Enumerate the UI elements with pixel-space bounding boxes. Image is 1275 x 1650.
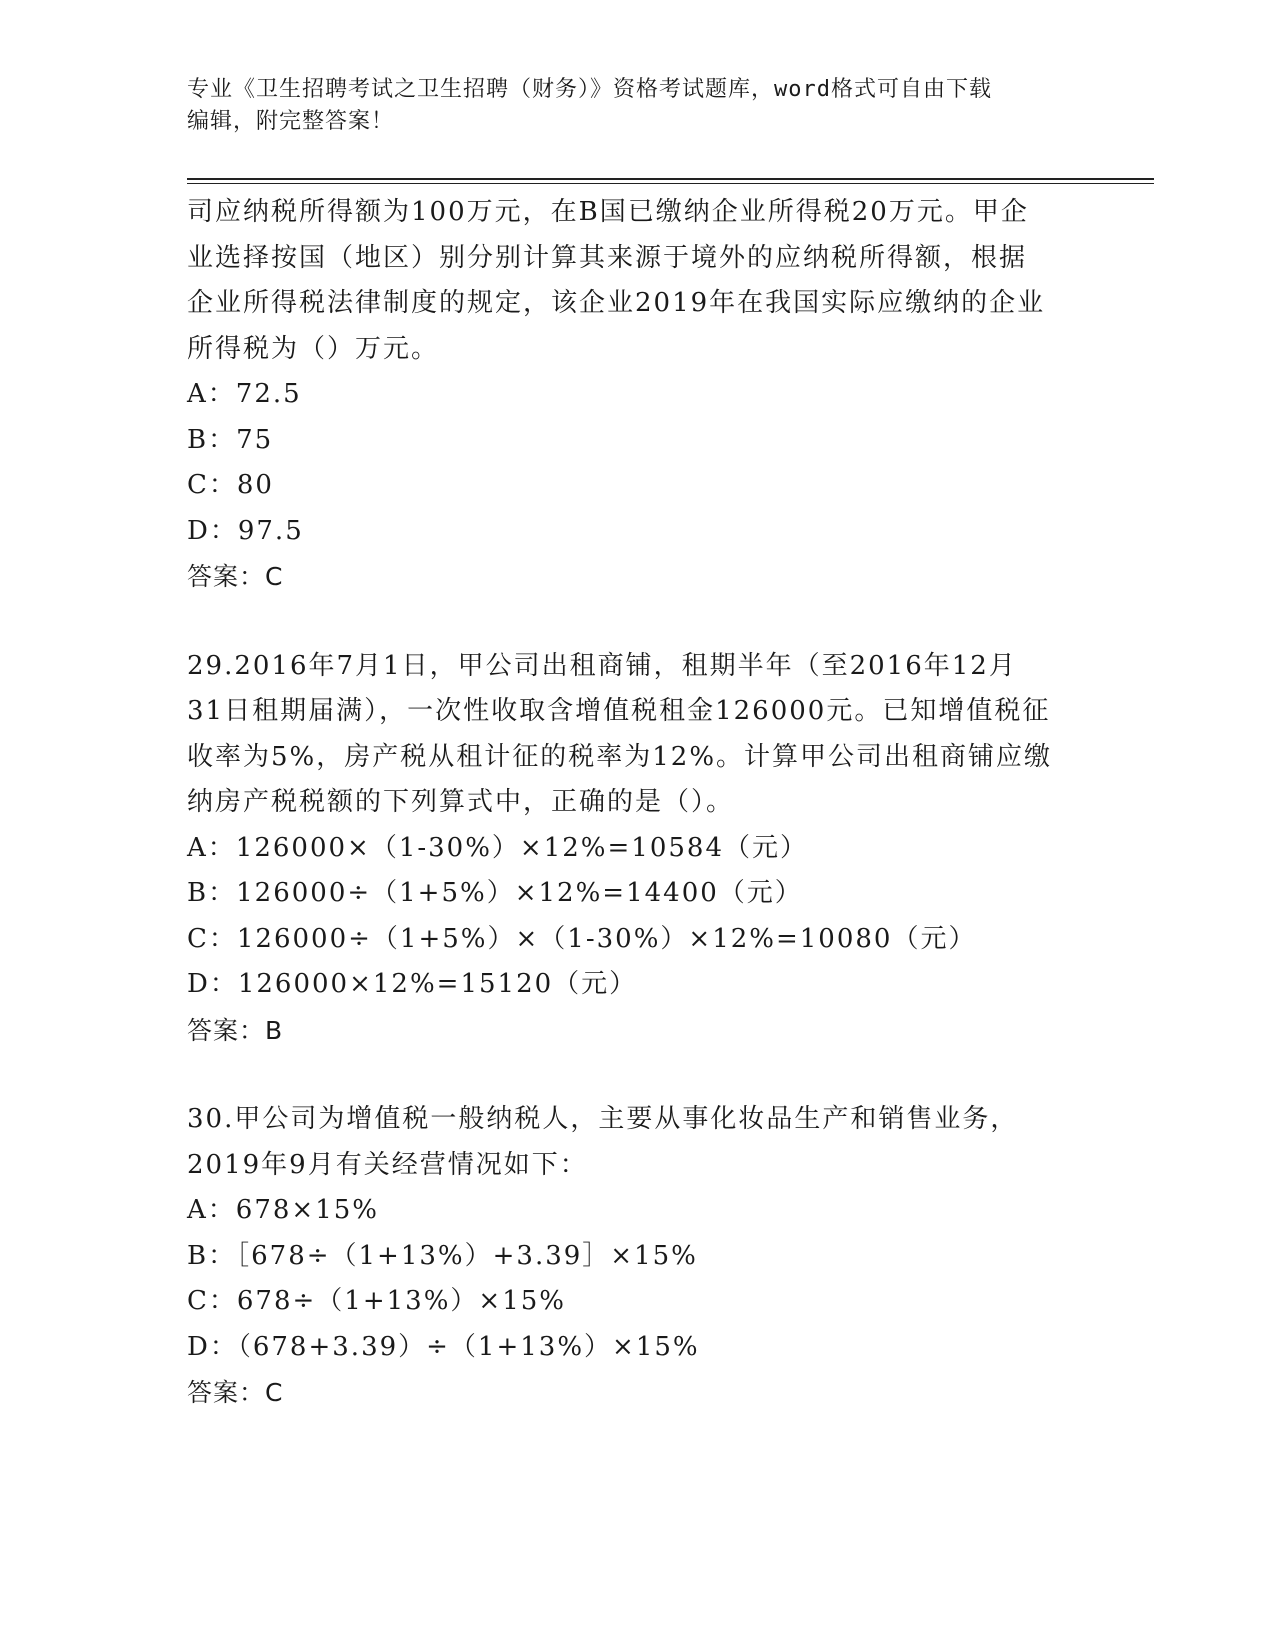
option-a: A：72.5: [187, 379, 302, 409]
header-line-2: 编辑，附完整答案！: [187, 109, 395, 134]
question-text-line: 纳房产税税额的下列算式中，正确的是（）。: [187, 787, 735, 817]
question-text-line: 司应纳税所得额为100万元，在B国已缴纳企业所得税20万元。甲企: [187, 197, 1029, 227]
header-line-1: 专业《卫生招聘考试之卫生招聘（财务）》资格考试题库，word格式可自由下载: [187, 77, 992, 102]
header-divider-thin: [187, 183, 1154, 184]
question-29: [187, 644, 1087, 1054]
question-text-line: 所得税为（）万元。: [187, 333, 440, 364]
question-spacer: [187, 600, 1087, 644]
question-text-line: 收率为5%，房产税从租计征的税率为12%。计算甲公司出租商铺应缴: [187, 741, 1053, 772]
option-c: C：126000÷（1+5%）×（1-30%）×12%=10080（元）: [187, 923, 977, 954]
option-b: B：［678÷（1+13%）+3.39］×15%: [187, 1240, 698, 1271]
header-divider-thick: [187, 178, 1154, 180]
document-header: [187, 74, 1087, 138]
answer-line: 答案：C: [187, 1378, 284, 1407]
option-d: D：（678+3.39）÷（1+13%）×15%: [187, 1331, 700, 1362]
document-body: [187, 190, 1087, 1416]
option-c: C：80: [187, 470, 274, 500]
option-d: D：126000×12%=15120（元）: [187, 969, 638, 999]
question-text-line: 30.甲公司为增值税一般纳税人，主要从事化妆品生产和销售业务，: [187, 1104, 1019, 1134]
option-d: D：97.5: [187, 515, 304, 546]
answer-line: 答案：B: [187, 1015, 284, 1045]
question-text-line: 业选择按国（地区）别分别计算其来源于境外的应纳税所得额，根据: [187, 242, 1028, 273]
question-30: [187, 1097, 1087, 1416]
question-text-line: 企业所得税法律制度的规定，该企业2019年在我国实际应缴纳的企业: [187, 288, 1046, 318]
question-text-line: 2019年9月有关经营情况如下：: [187, 1149, 588, 1180]
option-a: A：678×15%: [187, 1195, 379, 1225]
option-c: C：678÷（1+13%）×15%: [187, 1286, 566, 1316]
question-text-line: 31日租期届满），一次性收取含增值税租金126000元。已知增值税征: [187, 696, 1051, 726]
question-spacer: [187, 1053, 1087, 1097]
option-b: B：75: [187, 424, 274, 455]
question-28: [187, 190, 1087, 600]
question-text-line: 29.2016年7月1日，甲公司出租商铺，租期半年（至2016年12月: [187, 650, 1017, 681]
option-b: B：126000÷（1+5%）×12%=14400（元）: [187, 878, 803, 908]
option-a: A：126000×（1-30%）×12%=10584（元）: [187, 832, 808, 863]
answer-line: 答案：C: [187, 562, 284, 591]
